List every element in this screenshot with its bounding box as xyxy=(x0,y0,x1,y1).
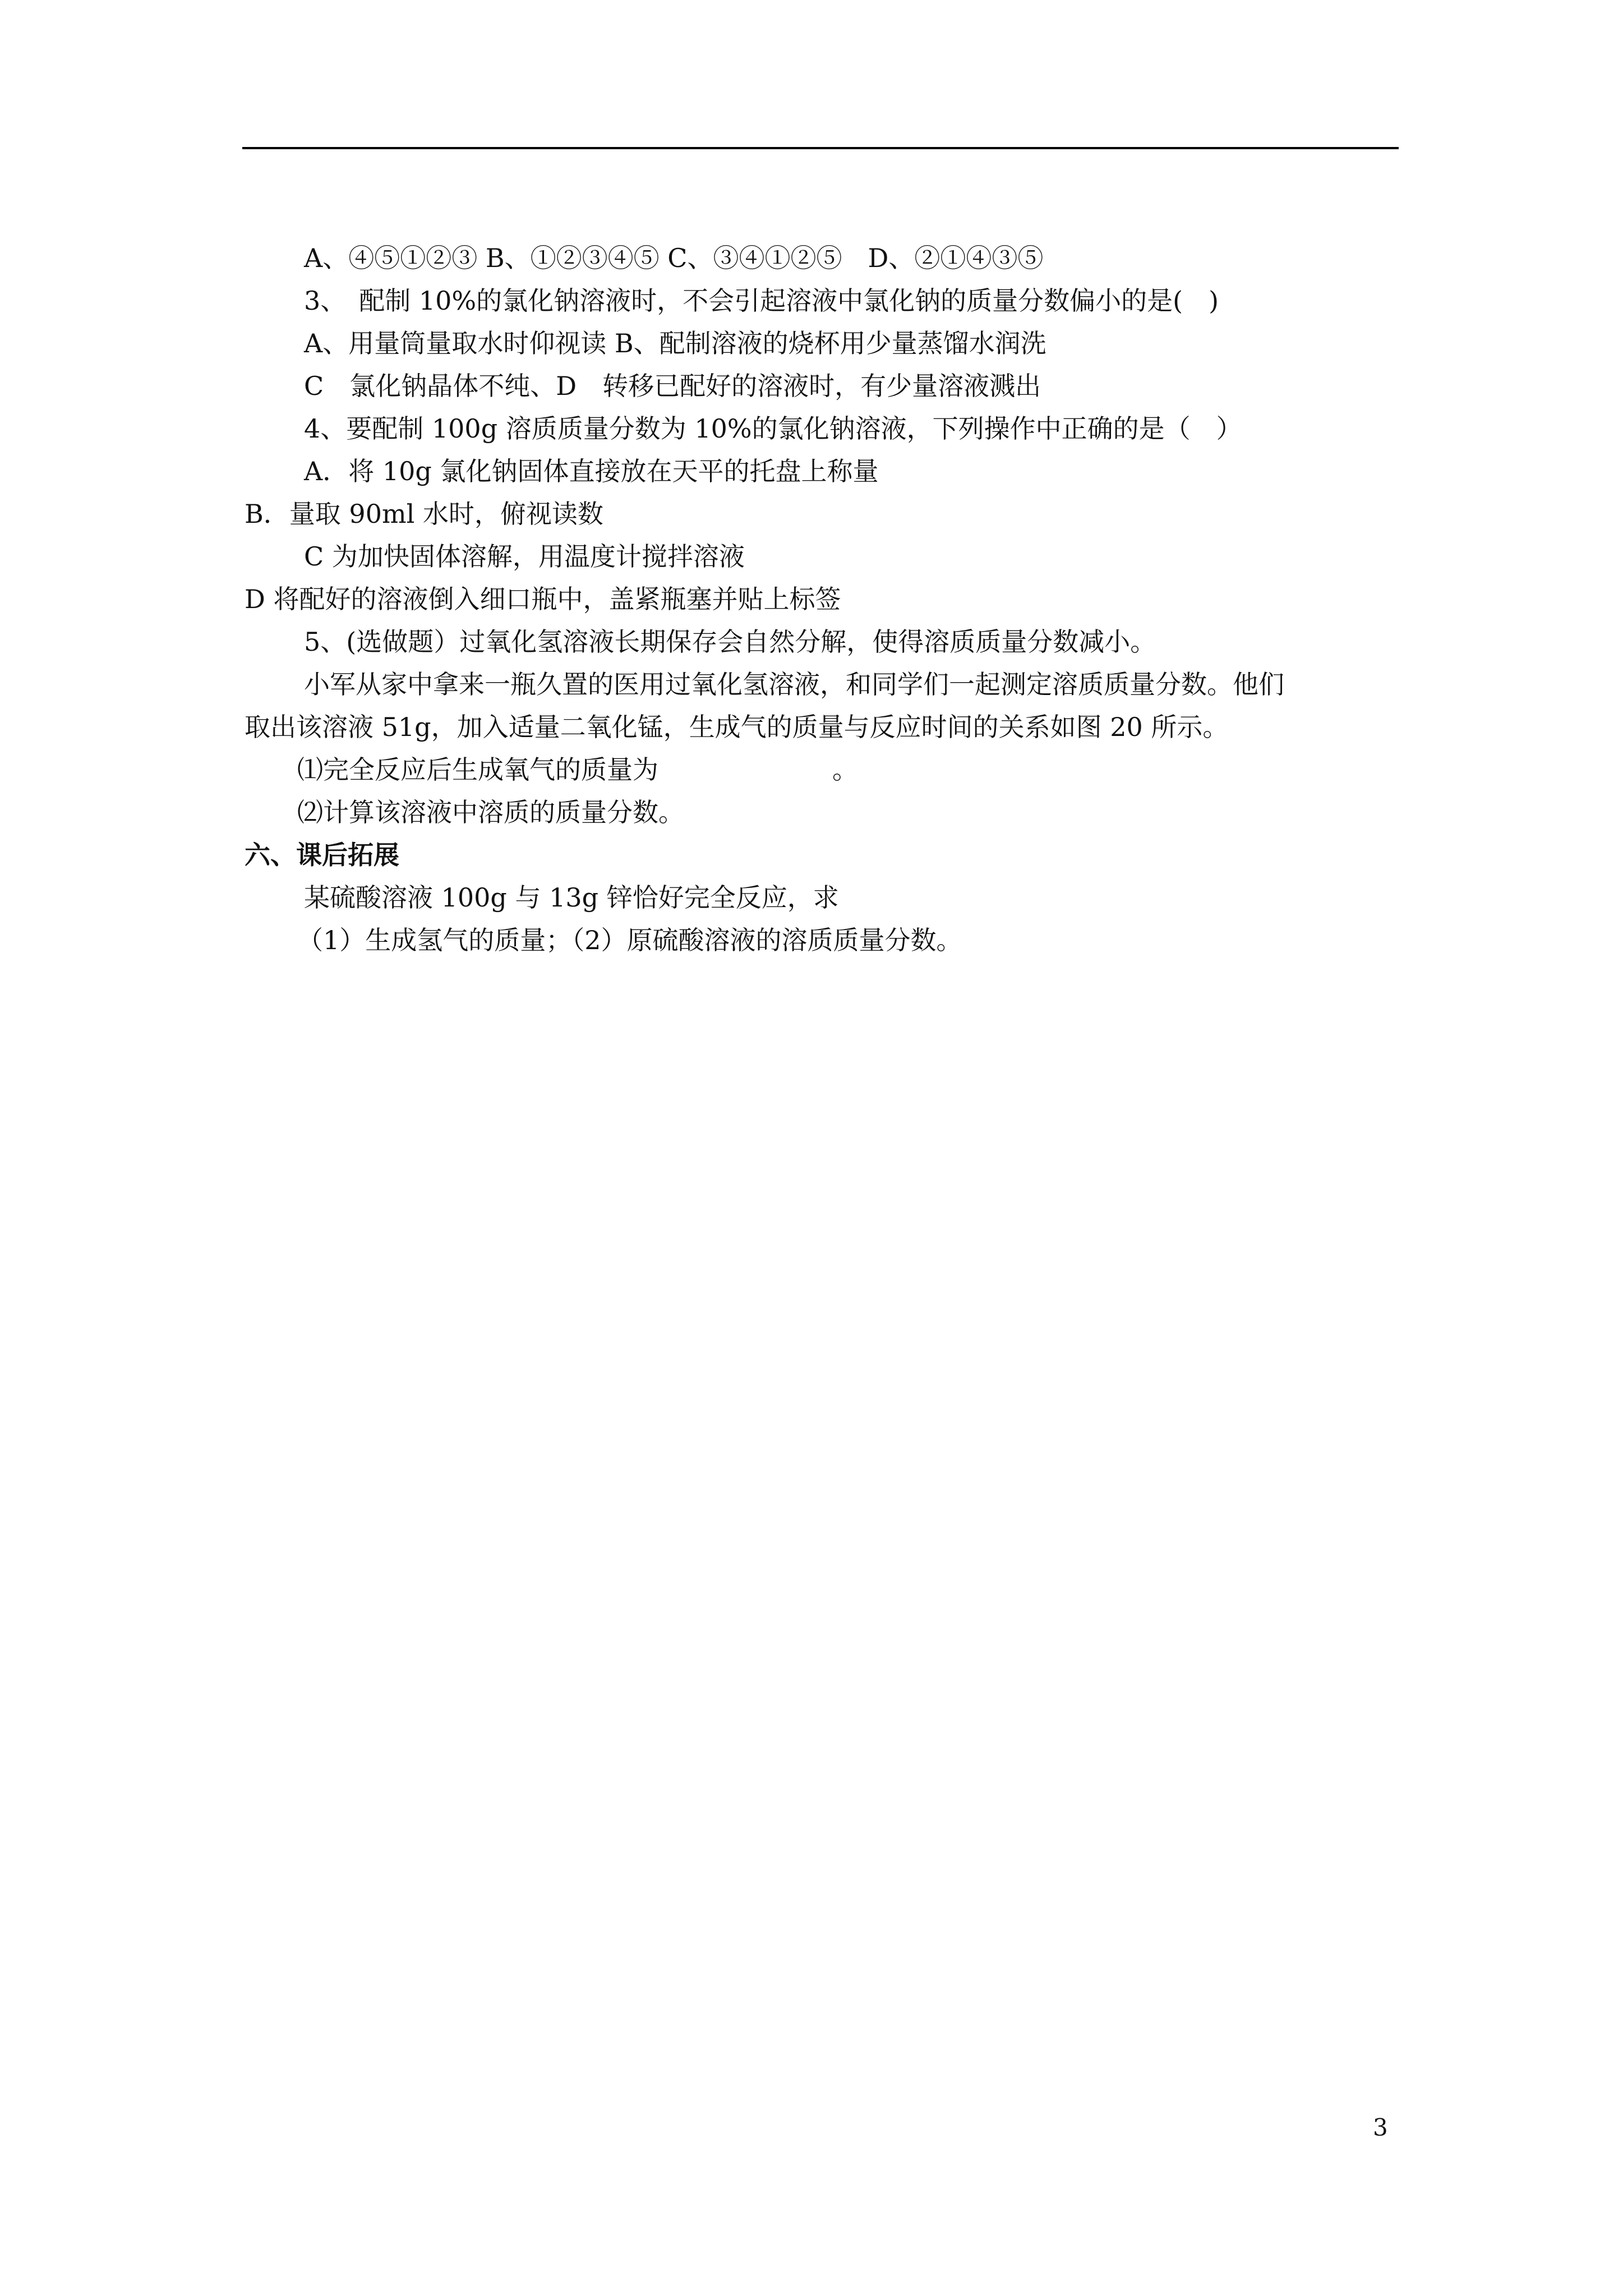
q2-options: A、④⑤①②③ B、①②③④⑤ C、③④①②⑤ D、②①④③⑤ xyxy=(304,243,1044,273)
section-6-title: 六、课后拓展 xyxy=(245,840,399,870)
question-5: 5、(选做题）过氧化氢溶液长期保存会自然分解，使得溶质质量分数减小。 xyxy=(304,627,1156,657)
extension-text: 某硫酸溶液 100g 与 13g 锌恰好完全反应，求 xyxy=(304,882,839,913)
question-3: 3、 配制 10%的氯化钠溶液时，不会引起溶液中氯化钠的质量分数偏小的是( ) xyxy=(304,286,1219,316)
question-5-sub-1-end: 。 xyxy=(832,754,858,785)
question-4-option-c: C 为加快固体溶解，用温度计搅拌溶液 xyxy=(304,541,745,572)
question-5-text-2: 取出该溶液 51g，加入适量二氧化锰，生成气的质量与反应时间的关系如图 20 所示。 xyxy=(245,712,1229,742)
question-5-text-1: 小军从家中拿来一瓶久置的医用过氧化氢溶液，和同学们一起测定溶质质量分数。他们 xyxy=(304,669,1284,700)
question-3-options-ab: A、用量筒量取水时仰视读 B、配制溶液的烧杯用少量蒸馏水润洗 xyxy=(304,328,1046,358)
extension-questions: （1）生成氢气的质量；（2）原硫酸溶液的溶质质量分数。 xyxy=(297,925,962,955)
question-4-option-a: A．将 10g 氯化钠固体直接放在天平的托盘上称量 xyxy=(304,456,879,486)
question-3-options-cd: C 氯化钠晶体不纯、D 转移已配好的溶液时，有少量溶液溅出 xyxy=(304,371,1041,401)
question-4-option-b: B．量取 90ml 水时，俯视读数 xyxy=(245,499,603,529)
question-4: 4、要配制 100g 溶质质量分数为 10%的氯化钠溶液，下列操作中正确的是（ ） xyxy=(304,413,1242,444)
page-number: 3 xyxy=(1373,2114,1388,2141)
question-5-sub-1-text: ⑴完全反应后生成氧气的质量为 xyxy=(297,754,658,785)
question-5-sub-1 xyxy=(297,753,858,786)
question-5-sub-2: ⑵计算该溶液中溶质的质量分数。 xyxy=(297,797,684,827)
question-4-option-d: D 将配好的溶液倒入细口瓶中，盖紧瓶塞并贴上标签 xyxy=(245,584,841,614)
header-rule xyxy=(242,147,1399,149)
